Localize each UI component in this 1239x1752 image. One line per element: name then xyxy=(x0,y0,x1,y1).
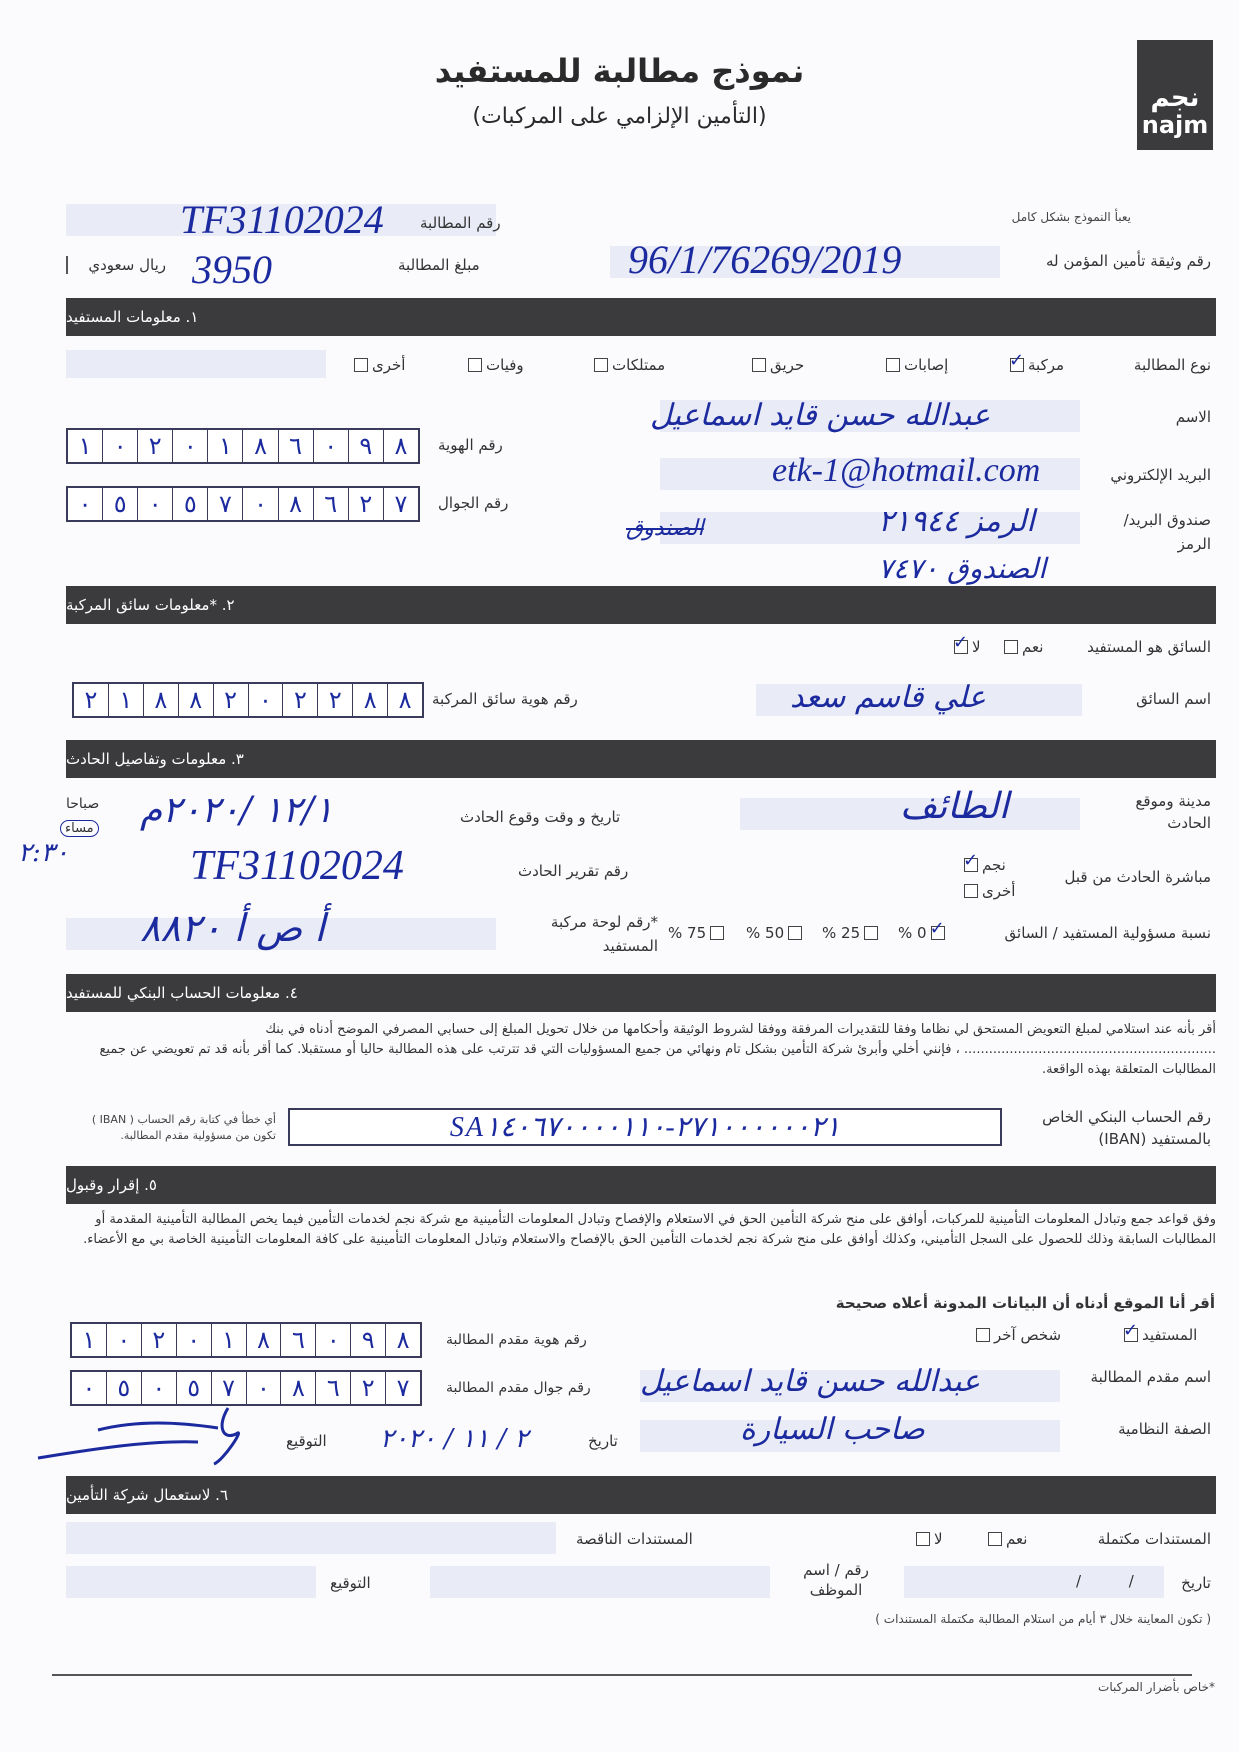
id-digit: ٩ xyxy=(348,430,383,462)
claim-type-injuries[interactable] xyxy=(882,356,948,374)
claimant-mobile-label: رقم جوال مقدم المطالبة xyxy=(446,1380,591,1396)
mobile-digit: ٦ xyxy=(313,488,348,520)
iban-box[interactable] xyxy=(288,1108,1002,1146)
fill-note: يعبأ النموذج بشكل كامل xyxy=(1011,210,1131,224)
driver-id-digit: ٨ xyxy=(178,684,213,716)
docs-no-label: لا xyxy=(934,1530,943,1548)
driver-id-digit: ٨ xyxy=(143,684,178,716)
docs-yes-checkbox[interactable] xyxy=(988,1532,1002,1546)
missing-docs-shade xyxy=(66,1522,556,1554)
email-value[interactable]: etk-1@hotmail.com xyxy=(772,452,1041,489)
section-2-title: ٢. *معلومات سائق المركبة xyxy=(66,596,235,614)
signer-other-option[interactable] xyxy=(972,1326,1061,1344)
claim-type-fire[interactable] xyxy=(748,356,804,374)
mobile-boxes[interactable] xyxy=(66,486,420,522)
claimant-id-digit: ٠ xyxy=(106,1324,141,1356)
check-mark-icon: ✓ xyxy=(1009,350,1025,371)
claim-type-other-checkbox[interactable] xyxy=(354,358,368,372)
liability-label: نسبة مسؤولية المستفيد / السائق xyxy=(1004,924,1211,942)
claimant-mobile-digit: ٠ xyxy=(82,1374,96,1402)
evening-text: مساء xyxy=(65,821,94,836)
driver-id-digit: ١ xyxy=(108,684,143,716)
driver-yes-label: نعم xyxy=(1022,638,1044,656)
driver-is-beneficiary-yes[interactable] xyxy=(1000,638,1043,656)
claimant-id-digit: ٦ xyxy=(280,1324,315,1356)
signature-label: التوقيع xyxy=(286,1432,327,1450)
claimant-mobile-digit: ٥ xyxy=(106,1372,141,1404)
docs-no-checkbox[interactable] xyxy=(916,1532,930,1546)
liability-50-label: 50 % xyxy=(746,924,785,942)
driver-name-value[interactable]: علي قاسم سعد xyxy=(790,680,986,715)
signer-other-checkbox[interactable] xyxy=(976,1328,990,1342)
claimant-id-boxes[interactable] xyxy=(70,1322,422,1358)
claimant-id-digit: ٠ xyxy=(315,1324,350,1356)
plate-value[interactable]: أ ص أ ٨٨٢٠ xyxy=(140,906,325,950)
declaration-text: أقر أنا الموقع أدناه أن البيانات المدونة أعلاه صحيحة xyxy=(835,1294,1215,1312)
direct-najm-option[interactable] xyxy=(960,850,1006,874)
signer-beneficiary-checkbox[interactable] xyxy=(1123,1320,1139,1342)
mobile-digit: ٠ xyxy=(137,488,172,520)
liability-0-checkbox[interactable] xyxy=(929,918,945,940)
claim-type-property-label: ممتلكات xyxy=(612,356,666,374)
id-digit: ٨ xyxy=(242,430,277,462)
inspection-note: ( تكون المعاينة خلال ٣ أيام من استلام المطالبة مكتملة المستندات ) xyxy=(875,1612,1211,1626)
driver-id-digit: ٨ xyxy=(387,684,422,716)
claim-type-deaths-checkbox[interactable] xyxy=(468,358,482,372)
morning-label: صباحا xyxy=(66,796,100,812)
report-label: رقم تقرير الحادث xyxy=(518,862,629,880)
claimant-mobile-digit: ٧ xyxy=(211,1372,246,1404)
missing-docs-label: المستندات الناقصة xyxy=(576,1530,693,1548)
direct-najm-label: نجم xyxy=(982,856,1006,874)
driver-id-digit: ٠ xyxy=(248,684,283,716)
liability-75-checkbox[interactable] xyxy=(710,926,724,940)
id-digit: ١ xyxy=(207,430,242,462)
liability-0-option[interactable] xyxy=(898,918,949,942)
section-5-header xyxy=(66,1166,1216,1204)
driver-id-label: رقم هوية سائق المركبة xyxy=(432,690,578,708)
driver-no-checkbox[interactable] xyxy=(953,632,969,654)
iban-value: SA٢٧١٠٠٠٠٠٠٢١-١٤٠٦٧٠٠٠٠١١٠ xyxy=(449,1112,841,1143)
mobile-digit: ٠ xyxy=(78,490,92,518)
section-2-header xyxy=(66,586,1216,624)
driver-name-label: اسم السائق xyxy=(1136,690,1211,708)
claimant-id-digit: ١ xyxy=(82,1326,96,1354)
name-label: الاسم xyxy=(1175,408,1211,426)
city-label: مدينة وموقع الحادث xyxy=(1135,792,1211,832)
pobox-struck: الصندوق xyxy=(626,516,704,541)
claim-amount-label: مبلغ المطالبة xyxy=(398,256,480,274)
driver-yes-checkbox[interactable] xyxy=(1004,640,1018,654)
direct-other-option[interactable] xyxy=(960,882,1015,900)
bank-declaration-text: أقر بأنه عند استلامي لمبلغ التعويض المستحق لي نظاما وفقا للتقديرات المرفقة ووفقا لشروط الوثيقة وأحكامها من خلال تحويل المبلغ إلى حسابي المصرفي الموضح أدناه في بنك ............................................................. ، فإنني أخلي وأبرئ شركة التأمين بشكل تام ونهائي من جميع المسؤوليات التي قد تترتب على هذه المطالبة حاليا أو مستقبلا. كما أقر بأنه قد تم تعويضي عن جميع المطالبات المتعلقة بهذه الواقعة. xyxy=(99,1022,1216,1077)
direct-najm-checkbox[interactable] xyxy=(963,850,979,872)
docs-complete-no[interactable] xyxy=(912,1530,943,1548)
mobile-label: رقم الجوال xyxy=(438,494,509,512)
insurer-signature-shade xyxy=(66,1566,316,1598)
claim-type-property[interactable] xyxy=(590,356,665,374)
claim-type-deaths[interactable] xyxy=(464,356,524,374)
claimant-id-digit: ٠ xyxy=(176,1324,211,1356)
plate-label: *رقم لوحة مركبة المستفيد xyxy=(550,913,658,955)
iban-note: أي خطأ في كتابة رقم الحساب ( IBAN ) تكون من مسؤولية مقدم المطالبة. xyxy=(91,1113,276,1142)
report-value[interactable]: TF31102024 xyxy=(190,843,404,889)
claimant-id-digit: ٨ xyxy=(385,1324,420,1356)
id-digit: ٠ xyxy=(102,430,137,462)
claim-type-vehicle[interactable] xyxy=(1006,350,1065,374)
mobile-digit: ٧ xyxy=(383,488,418,520)
id-boxes[interactable] xyxy=(66,428,420,464)
liability-0-label: 0 % xyxy=(898,924,927,942)
city-value[interactable]: الطائف xyxy=(900,786,1009,827)
sign-date-value[interactable]: ٢ / ١١ / ٢٠٢٠ xyxy=(380,1424,529,1454)
evening-label[interactable] xyxy=(60,820,99,837)
claimant-name-label: اسم مقدم المطالبة xyxy=(1090,1368,1211,1386)
footer-rule xyxy=(52,1674,1192,1676)
driver-is-beneficiary-no[interactable] xyxy=(950,632,981,656)
mobile-digit: ٧ xyxy=(207,488,242,520)
check-mark-icon: ✓ xyxy=(1123,1320,1139,1341)
check-mark-icon: ✓ xyxy=(953,632,969,653)
policy-label: رقم وثيقة تأمين المؤمن له xyxy=(1046,252,1211,270)
claim-type-other[interactable] xyxy=(350,356,405,374)
driver-id-digit: ٢ xyxy=(282,684,317,716)
docs-yes-label: نعم xyxy=(1006,1530,1028,1548)
id-digit: ٦ xyxy=(278,430,313,462)
id-digit: ١ xyxy=(78,432,92,460)
section-3-header xyxy=(66,740,1216,778)
liability-50-option[interactable] xyxy=(746,924,806,942)
claim-no-value[interactable]: TF31102024 xyxy=(180,197,384,242)
signer-beneficiary-label: المستفيد xyxy=(1142,1326,1198,1344)
accident-date-value[interactable]: ١٢/١ /٢٠٢٠م xyxy=(140,790,334,831)
claimant-mobile-digit: ٠ xyxy=(141,1372,176,1404)
claimant-id-label: رقم هوية مقدم المطالبة xyxy=(446,1332,587,1348)
claim-type-fire-checkbox[interactable] xyxy=(752,358,766,372)
claim-type-vehicle-checkbox[interactable] xyxy=(1009,350,1025,372)
currency-label xyxy=(66,256,166,274)
claimant-mobile-digit: ٧ xyxy=(385,1372,420,1404)
section-6-title: ٦. لاستعمال شركة التأمين xyxy=(66,1486,229,1504)
id-digit: ٢ xyxy=(137,430,172,462)
direct-other-checkbox[interactable] xyxy=(964,884,978,898)
capacity-label: الصفة النظامية xyxy=(1118,1420,1211,1438)
claim-type-deaths-label: وفيات xyxy=(486,356,524,374)
policy-value[interactable]: 96/1/76269/2019 xyxy=(628,237,902,282)
id-digit: ٠ xyxy=(172,430,207,462)
employee-label: رقم / اسم الموظف xyxy=(803,1561,869,1599)
page-title: نموذج مطالبة للمستفيد xyxy=(434,52,805,90)
insurer-signature-label: التوقيع xyxy=(330,1574,371,1592)
mobile-digit: ٢ xyxy=(348,488,383,520)
check-mark-icon: ✓ xyxy=(929,918,945,939)
driver-id-digit: ٨ xyxy=(352,684,387,716)
logo-arabic: نجم xyxy=(1150,83,1200,113)
claimant-mobile-digit: ٦ xyxy=(315,1372,350,1404)
driver-id-digit: ٢ xyxy=(213,684,248,716)
claim-type-label: نوع المطالبة xyxy=(1133,356,1211,374)
driver-id-digit: ٢ xyxy=(317,684,352,716)
pobox-value-2[interactable]: الصندوق ٧٤٧٠ xyxy=(878,552,1047,585)
docs-complete-yes[interactable] xyxy=(984,1530,1027,1548)
liability-75-label: 75 % xyxy=(668,924,707,942)
claimant-mobile-digit: ٢ xyxy=(350,1372,385,1404)
signer-beneficiary-option[interactable] xyxy=(1120,1320,1198,1344)
docs-complete-label: المستندات مكتملة xyxy=(1097,1530,1211,1548)
section-1-header xyxy=(66,298,1216,336)
mobile-digit: ٨ xyxy=(278,488,313,520)
claim-type-vehicle-label: مركبة xyxy=(1028,356,1065,374)
mobile-digit: ٥ xyxy=(102,488,137,520)
claimant-id-digit: ٩ xyxy=(350,1324,385,1356)
pobox-value-1[interactable]: الرمز ٢١٩٤٤ xyxy=(878,504,1035,539)
check-mark-icon: ✓ xyxy=(963,850,979,871)
claim-amount-value[interactable]: 3950 xyxy=(192,247,272,292)
direct-other-label: أخرى xyxy=(982,882,1016,900)
section-4-title: ٤. معلومات الحساب البنكي للمستفيد xyxy=(66,984,298,1002)
section-4-header xyxy=(66,974,1216,1012)
claimant-mobile-digit: ٨ xyxy=(280,1372,315,1404)
id-label: رقم الهوية xyxy=(438,436,503,454)
claimant-id-digit: ٢ xyxy=(141,1324,176,1356)
driver-is-beneficiary-label: السائق هو المستفيد xyxy=(1087,638,1211,656)
signature-drawing xyxy=(28,1400,288,1470)
id-digit: ٠ xyxy=(313,430,348,462)
currency-text: ريال سعودي xyxy=(88,256,166,274)
employee-shade xyxy=(430,1566,770,1598)
capacity-value[interactable]: صاحب السيارة xyxy=(740,1412,925,1447)
liability-25-option[interactable] xyxy=(822,924,882,942)
section-6-header xyxy=(66,1476,1216,1514)
consent-text: وفق قواعد جمع وتبادل المعلومات التأمينية للمركبات، أوافق على منح شركة التأمين الحق في الاستعلام والإفصاح وتبادل المعلومات التأمينية مع شركة نجم لخدمات التأمين فيما يخص المطالبة التأمينية المقدمة أو المطالبات السابقة وذلك للحصول على السجل التأميني، وكذلك أوافق على منح شركة نجم لخدمات التأمين الحق بالإفصاح والاستعلام وتبادل المعلومات التأمينية على كافة المعلومات التأمينية الخاصة بي مع الأعضاء. xyxy=(83,1212,1216,1247)
claim-type-injuries-checkbox[interactable] xyxy=(886,358,900,372)
claimant-name-value[interactable]: عبدالله حسن قايد اسماعيل xyxy=(640,1364,981,1399)
section-1-title: ١. معلومات المستفيد xyxy=(66,308,199,326)
iban-label: رقم الحساب البنكي الخاص بالمستفيد (IBAN) xyxy=(1042,1108,1211,1148)
liability-75-option[interactable] xyxy=(668,924,728,942)
claim-type-fire-label: حريق xyxy=(770,356,805,374)
claim-type-injuries-label: إصابات xyxy=(904,356,949,374)
direct-label: مباشرة الحادث من قبل xyxy=(1064,868,1211,886)
mobile-digit: ٠ xyxy=(242,488,277,520)
logo-english: najm xyxy=(1141,111,1209,139)
mobile-digit: ٥ xyxy=(172,488,207,520)
driver-no-label: لا xyxy=(972,638,981,656)
driver-id-boxes[interactable] xyxy=(72,682,424,718)
other-type-shade xyxy=(66,350,326,378)
footer-note: *خاص بأضرار المركبات xyxy=(1098,1680,1215,1694)
liability-25-checkbox[interactable] xyxy=(864,926,878,940)
claim-type-other-label: أخرى xyxy=(372,356,406,374)
section-3-title: ٣. معلومات وتفاصيل الحادث xyxy=(66,750,244,768)
page-subtitle: (التأمين الإلزامي على المركبات) xyxy=(472,104,767,129)
claimant-mobile-digit: ٠ xyxy=(246,1372,281,1404)
liability-25-label: 25 % xyxy=(822,924,861,942)
insurer-date-label: تاريخ xyxy=(1181,1574,1211,1592)
datetime-label: تاريخ و وقت وقوع الحادث xyxy=(460,808,621,826)
driver-id-digit: ٢ xyxy=(84,686,98,714)
id-digit: ٨ xyxy=(383,430,418,462)
pobox-label: صندوق البريد/ الرمز xyxy=(1123,511,1211,553)
claim-type-property-checkbox[interactable] xyxy=(594,358,608,372)
claim-no-label: رقم المطالبة xyxy=(420,214,501,232)
claimant-mobile-digit: ٥ xyxy=(176,1372,211,1404)
sign-date-label: تاريخ xyxy=(588,1432,618,1450)
liability-50-checkbox[interactable] xyxy=(788,926,802,940)
claimant-id-digit: ١ xyxy=(211,1324,246,1356)
claimant-id-digit: ٨ xyxy=(246,1324,281,1356)
name-value[interactable]: عبدالله حسن قايد اسماعيل xyxy=(650,398,991,433)
insurer-date-slashes[interactable]: / / xyxy=(1076,1572,1134,1590)
email-label: البريد الإلكتروني xyxy=(1110,466,1211,484)
accident-time-value[interactable]: ٢:٣٠ xyxy=(18,838,69,868)
section-5-title: ٥. إقرار وقبول xyxy=(66,1176,157,1194)
signer-other-label: شخص آخر xyxy=(994,1326,1062,1344)
